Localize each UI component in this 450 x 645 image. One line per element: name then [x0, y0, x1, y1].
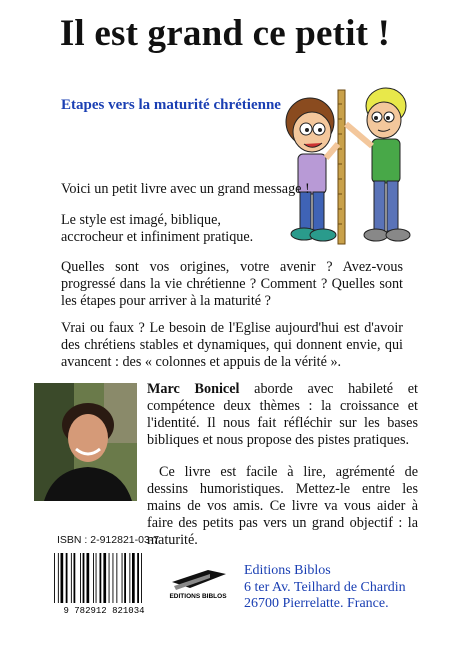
intro-paragraph: Voici un petit livre avec un grand message ! — [61, 181, 310, 197]
author-portrait-photo — [34, 383, 137, 501]
questions-paragraph: Quelles sont vos origines, votre avenir ? Avez-vous progressé dans la vie chrétienne ? Comment ? Quelles sont les étapes pour arriver à la maturité ? — [61, 259, 403, 309]
isbn-label: ISBN : 2-912821-03-7 — [57, 534, 160, 546]
style-paragraph: Le style est imagé, biblique, accrocheur et infiniment pratique. — [61, 212, 254, 245]
book-title: Il est grand ce petit ! — [59, 13, 391, 54]
author-paragraph — [147, 381, 418, 449]
church-paragraph: Vrai ou faux ? Le besoin de l'Eglise aujourd'hui est d'avoir des chrétiens stables et dynamiques, qui donnent envie, qui avancent : des « colonnes et appuis de la vérité ». — [61, 320, 403, 370]
closing-paragraph: Ce livre est facile à lire, agrémenté de dessins humoristiques. Mettez-le entre les mains de vos amis. Ce livre va vous aider à faire des petits pas vers un grand objectif : la maturité. — [147, 464, 418, 548]
logo-text: EDITIONS BIBLOS — [169, 593, 227, 600]
publisher-line: 26700 Pierrelatte. France. — [244, 596, 389, 611]
publisher-address — [244, 563, 406, 613]
book-subtitle: Etapes vers la maturité chrétienne — [61, 97, 281, 113]
barcode — [48, 551, 160, 615]
author-text: aborde avec habileté et compétence deux thèmes : la croissance et l'identité. Il nous fait réfléchir sur les bases bibliques et nous propose des pistes pratiques. — [147, 381, 418, 448]
author-name: Marc Bonicel — [147, 381, 240, 397]
publisher-line: 6 ter Av. Teilhard de Chardin — [244, 579, 406, 595]
barcode-digits: 9 782912 821034 — [63, 606, 145, 615]
publisher-line: Editions Biblos — [244, 563, 331, 578]
biblos-logo — [168, 560, 230, 608]
two-kids-measuring-height-illustration — [282, 84, 422, 252]
